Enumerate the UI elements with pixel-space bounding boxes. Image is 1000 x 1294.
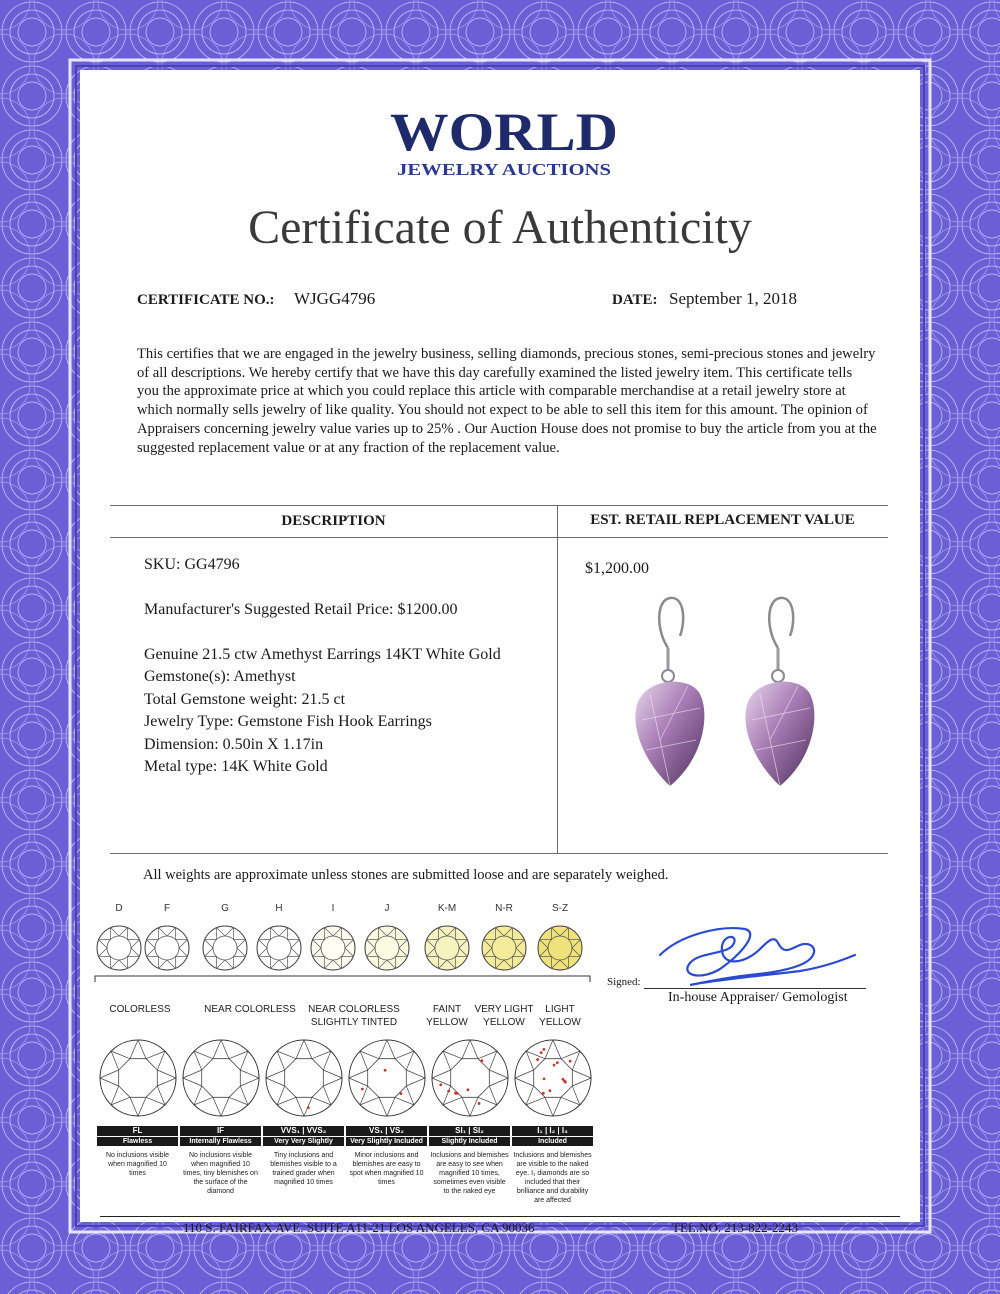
clarity-name: Flawless	[97, 1137, 178, 1146]
item-detail: Jewelry Type: Gemstone Fish Hook Earrings	[144, 713, 432, 730]
color-group-label: FAINT	[432, 1004, 462, 1015]
clarity-diamond	[100, 1040, 176, 1116]
clarity-grade: I₁ | I₂ | I₃	[512, 1126, 593, 1136]
footer-address: 110 S. FAIRFAX AVE. SUITE A11-21 LOS ANGELES, CA 90036	[183, 1220, 535, 1235]
color-grade-letter: J	[384, 903, 390, 914]
clarity-diagrams	[96, 1030, 596, 1126]
clarity-grade: FL	[97, 1126, 178, 1136]
certificate-date: September 1, 2018	[669, 289, 797, 308]
color-group-label: SLIGHTLY TINTED	[310, 1017, 398, 1028]
item-detail: Genuine 21.5 ctw Amethyst Earrings 14KT White Gold	[144, 646, 501, 663]
item-detail: Total Gemstone weight: 21.5 ct	[144, 691, 346, 708]
msrp: Manufacturer's Suggested Retail Price: $1200.00	[144, 601, 458, 618]
color-group-label: COLORLESS	[109, 1004, 171, 1015]
clarity-name: Very Very Slightly Included	[263, 1137, 344, 1146]
description-header: DESCRIPTION	[281, 513, 386, 529]
clarity-diamond	[432, 1040, 508, 1116]
value-header: EST. RETAIL REPLACEMENT VALUE	[590, 512, 855, 528]
item-detail: Gemstone(s): Amethyst	[144, 668, 296, 685]
color-grade-letter: H	[275, 903, 283, 914]
color-grade-diamond	[97, 926, 141, 970]
color-grade-diamond	[203, 926, 247, 970]
color-grade-diamond	[311, 926, 355, 970]
item-detail: Dimension: 0.50in X 1.17in	[144, 736, 324, 753]
color-grade-letter: I	[331, 903, 335, 914]
color-grade-letter: K-M	[437, 903, 457, 914]
color-group-label: YELLOW	[539, 1017, 581, 1028]
certificate-number: WJGG4796	[294, 289, 376, 308]
color-group-label: NEAR COLORLESS	[204, 1004, 296, 1015]
color-grade-letter: D	[115, 903, 123, 914]
color-grade-scale	[90, 896, 600, 1030]
color-grade-diamond	[482, 926, 526, 970]
clarity-description: Tiny inclusions and blemishes visible to a trained grader when magnified 10 times	[270, 1152, 337, 1186]
clarity-description: Inclusions and blemishes are visible to the naked eye. I₁ diamonds are so included that their brilliance and durability are affected	[513, 1152, 592, 1204]
color-scale-bracket	[95, 976, 590, 982]
replacement-value: $1,200.00	[585, 560, 649, 577]
clarity-name: Very Slightly Included	[346, 1137, 427, 1146]
handwritten-signature	[650, 915, 865, 990]
clarity-grade: VVS₁ | VVS₂	[263, 1126, 344, 1136]
signed-label: Signed:	[607, 976, 641, 988]
earring-left	[635, 598, 704, 786]
earrings-photo	[600, 590, 840, 810]
color-grade-diamond	[538, 926, 582, 970]
color-grade-diamond	[145, 926, 189, 970]
color-grade-letter: N-R	[495, 903, 513, 914]
color-grade-letter: F	[163, 903, 171, 914]
color-grade-diamond	[365, 926, 409, 970]
clarity-name: Slightly Included	[429, 1137, 510, 1146]
clarity-grade: SI₁ | SI₂	[429, 1126, 510, 1136]
certification-statement: This certifies that we are engaged in the jewelry business, selling diamonds, precious stones, semi-precious stones and jewelry of all descriptions. We hereby certify that we have this day carefully examined the listed jewelry item. This certificate tells you the approximate price at which you could replace this article with comparable merchandise at a retail jewelry store at which normally sells jewelry of like quality. You should not expect to be able to sell this item for this amount. The opinion of Appraisers concerning jewelry value varies up to 25% . Our Auction House does not promise to buy the article from you at the suggested replacement value or at any fraction of the replacement value.	[137, 346, 877, 456]
color-group-label: VERY LIGHT	[474, 1004, 534, 1015]
clarity-name: Internally Flawless	[180, 1137, 261, 1146]
clarity-diamond	[183, 1040, 259, 1116]
clarity-description: No inclusions visible when magnified 10 times	[105, 1152, 170, 1177]
clarity-grade: IF	[180, 1126, 261, 1136]
weights-note: All weights are approximate unless stones are submitted loose and are separately weighed.	[143, 867, 669, 883]
clarity-name: Included	[512, 1137, 593, 1146]
earring-right	[745, 598, 814, 786]
color-grade-letter: G	[221, 903, 229, 914]
clarity-description: No inclusions visible when magnified 10 times, tiny blemishes on the surface of the diamond	[183, 1152, 258, 1195]
color-group-label: NEAR COLORLESS	[308, 1004, 400, 1015]
footer-phone: TEL.NO. 213-822-2243	[672, 1220, 799, 1235]
color-group-label: YELLOW	[483, 1017, 525, 1028]
color-grade-diamond	[425, 926, 469, 970]
date-label: DATE:	[612, 292, 658, 308]
clarity-diamond	[349, 1040, 425, 1116]
clarity-grade: VS₁ | VS₂	[346, 1126, 427, 1136]
sku: SKU: GG4796	[144, 556, 240, 573]
certificate-number-label: CERTIFICATE NO.:	[137, 292, 275, 308]
appraiser-title: In-house Appraiser/ Gemologist	[668, 990, 848, 1005]
page-title: Certificate of Authenticity	[248, 201, 752, 254]
clarity-description: Minor inclusions and blemishes are easy to spot when magnified 10 times	[349, 1152, 424, 1186]
color-grade-diamond	[257, 926, 301, 970]
color-grade-letter: S-Z	[551, 903, 569, 914]
company-logo	[384, 100, 624, 180]
clarity-diamond	[266, 1040, 342, 1116]
clarity-diamond	[515, 1040, 591, 1116]
logo-tagline: JEWELRY AUCTIONS	[397, 160, 611, 179]
logo-brand: WORLD	[390, 102, 618, 162]
color-group-label: YELLOW	[426, 1017, 468, 1028]
item-detail: Metal type: 14K White Gold	[144, 758, 328, 775]
clarity-description: Inclusions and blemishes are easy to see when magnified 10 times, sometimes even visible to the naked eye	[430, 1152, 509, 1195]
color-group-label: LIGHT	[545, 1004, 575, 1015]
